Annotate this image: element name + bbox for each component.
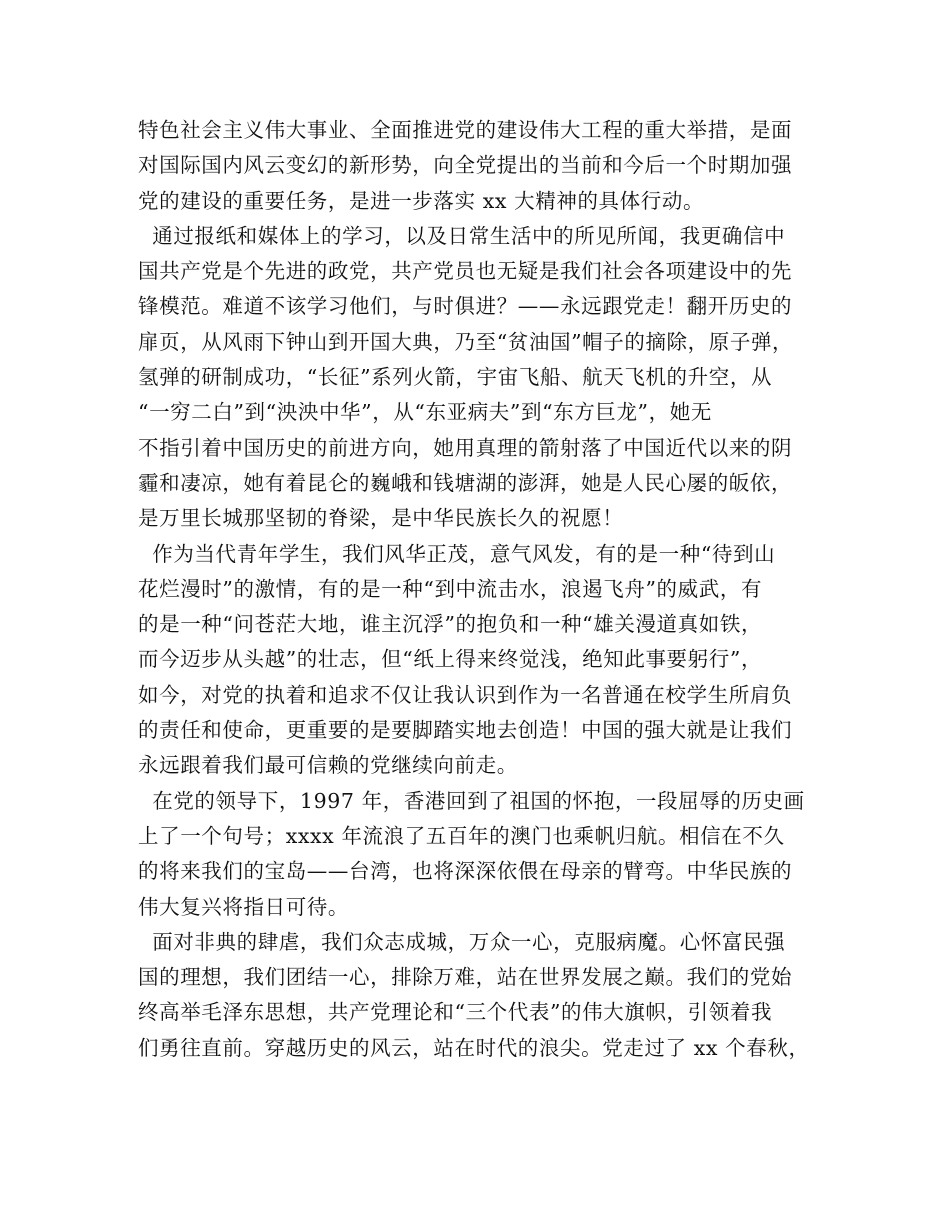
text-line: 伟大复兴将指日可待。: [138, 894, 349, 919]
text-line: 的责任和使命，更重要的是要脚踏实地去创造！中国的强大就是让我们: [138, 718, 793, 743]
text-line: 们勇往直前。穿越历史的风云，站在时代的浪尖。党走过了 xx 个春秋，: [138, 1035, 810, 1060]
text-line: “一穷二白”到“泱泱中华”，从“东亚病夫”到“东方巨龙”，她无: [138, 400, 712, 425]
text-line: 永远跟着我们最可信赖的党继续向前走。: [138, 753, 518, 778]
text-line: 如今，对党的执着和追求不仅让我认识到作为一名普通在校学生所肩负: [138, 682, 793, 707]
text-line: 国共产党是个先进的政党，共产党员也无疑是我们社会各项建设中的先: [138, 259, 793, 284]
text-line: 国的理想，我们团结一心，排除万难，站在世界发展之巅。我们的党始: [138, 965, 793, 990]
text-line: 的将来我们的宝岛——台湾，也将深深依偎在母亲的臂弯。中华民族的: [138, 859, 793, 884]
text-line: 霾和凄凉，她有着昆仑的巍峨和钱塘湖的澎湃，她是人民心屡的皈依，: [138, 470, 793, 495]
document-body: [138, 113, 828, 1066]
text-line: 不指引着中国历史的前进方向，她用真理的箭射落了中国近代以来的阴: [138, 435, 793, 460]
text-line: 的是一种“问苍茫大地，谁主沉浮”的抱负和一种“雄关漫道真如铁，: [138, 612, 763, 637]
text-line: 通过报纸和媒体上的学习，以及日常生活中的所见所闻，我更确信中: [138, 223, 786, 248]
text-line: 而今迈步从头越”的壮志，但“纸上得来终觉浅，绝知此事要躬行”，: [138, 647, 763, 672]
text-line: 终高举毛泽东思想，共产党理论和“三个代表”的伟大旗帜，引领着我: [138, 1000, 773, 1025]
text-line: 上了一个句号；xxxx 年流浪了五百年的澳门也乘帆归航。相信在不久: [138, 823, 785, 848]
text-line: 作为当代青年学生，我们风华正茂，意气风发，有的是一种“待到山: [138, 541, 776, 566]
text-line: 扉页，从风雨下钟山到开国大典，乃至“贫油国”帽子的摘除，原子弹，: [138, 329, 794, 354]
text-line: 是万里长城那坚韧的脊梁，是中华民族长久的祝愿！: [138, 506, 624, 531]
text-line: 对国际国内风云变幻的新形势，向全党提出的当前和今后一个时期加强: [138, 153, 793, 178]
text-line: 氢弹的研制成功，“长征”系列火箭，宇宙飞船、航天飞机的升空，从: [138, 365, 773, 390]
text-line: 面对非典的肆虐，我们众志成城，万众一心，克服病魔。心怀富民强: [138, 929, 786, 954]
text-line: 在党的领导下，1997 年，香港回到了祖国的怀抱，一段屈辱的历史画: [138, 788, 805, 813]
text-line: 党的建设的重要任务，是进一步落实 xx 大精神的具体行动。: [138, 188, 705, 213]
text-line: 特色社会主义伟大事业、全面推进党的建设伟大工程的重大举措，是面: [138, 118, 793, 142]
text-line: 花烂漫时”的激情，有的是一种“到中流击水，浪遏飞舟”的威武，有: [138, 576, 763, 601]
text-line: 锋模范。难道不该学习他们，与时俱进？——永远跟党走！翻开历史的: [138, 294, 793, 319]
